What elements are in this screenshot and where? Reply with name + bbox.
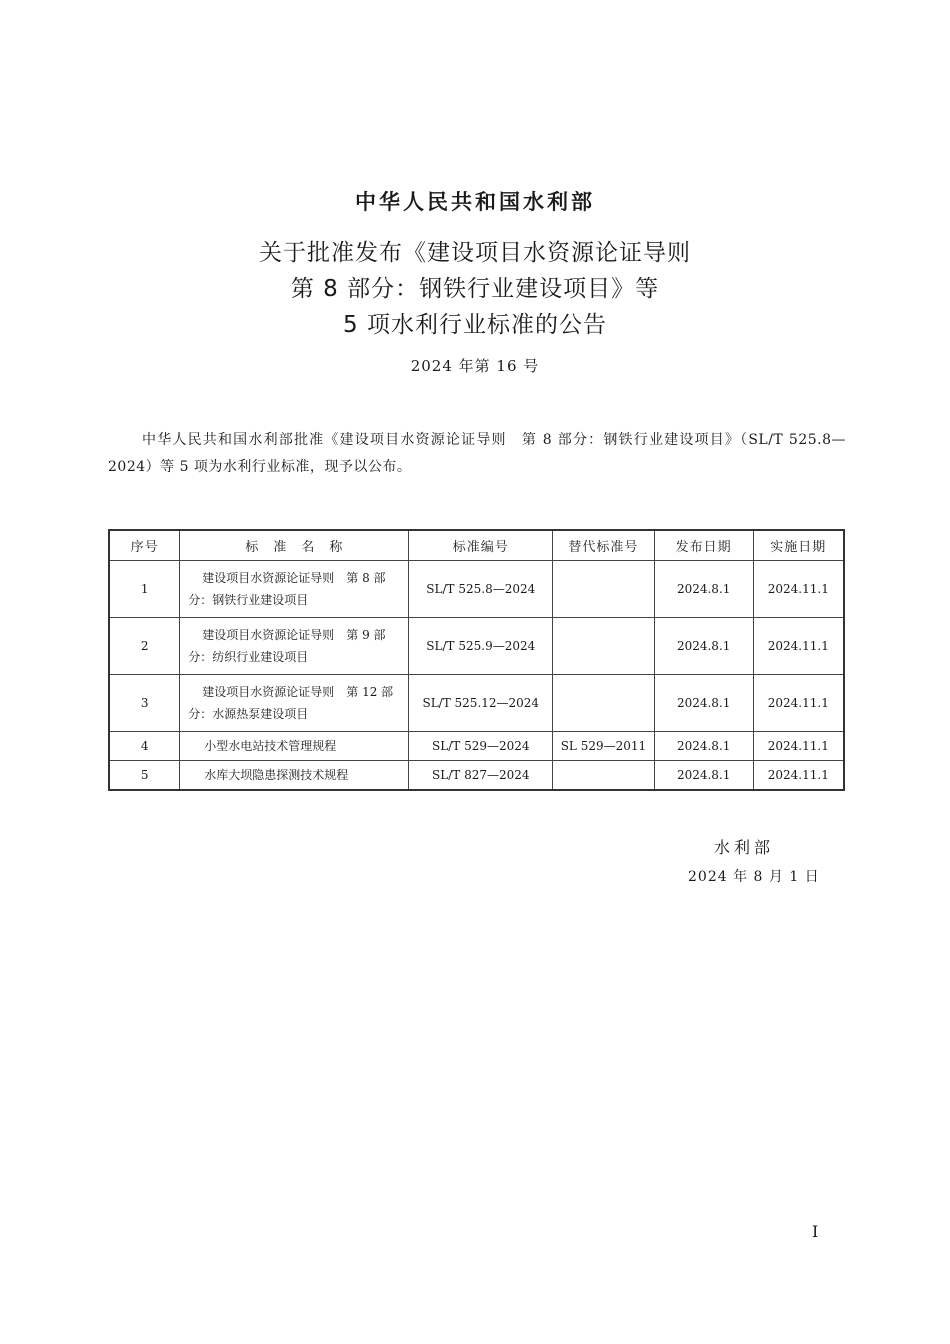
cell-publish-date: 2024.8.1 (654, 561, 753, 618)
cell-replaced (553, 561, 655, 618)
cell-replaced (553, 675, 655, 732)
cell-code: SL/T 529—2024 (409, 732, 553, 761)
table-header-row (109, 530, 844, 561)
header-publish-date: 发布日期 (654, 530, 753, 561)
cell-publish-date: 2024.8.1 (654, 732, 753, 761)
notice-title-line-3: 5 项水利行业标准的公告 (343, 312, 607, 338)
cell-replaced (553, 761, 655, 791)
signature-date: 2024 年 8 月 1 日 (688, 869, 820, 885)
cell-implement-date: 2024.11.1 (753, 761, 844, 791)
cell-name: 水库大坝隐患探测技术规程 (180, 761, 409, 791)
cell-publish-date: 2024.8.1 (654, 618, 753, 675)
cell-seq: 2 (109, 618, 180, 675)
header-code: 标准编号 (409, 530, 553, 561)
table-row (109, 675, 844, 732)
ministry-name: 中华人民共和国水利部 (355, 190, 595, 214)
cell-replaced: SL 529—2011 (553, 732, 655, 761)
cell-implement-date: 2024.11.1 (753, 732, 844, 761)
cell-replaced (553, 618, 655, 675)
cell-code: SL/T 525.8—2024 (409, 561, 553, 618)
standards-table (108, 529, 845, 791)
cell-code: SL/T 525.12—2024 (409, 675, 553, 732)
cell-name-text: 建设项目水资源论证导则 第 9 部分：纺织行业建设项目 (188, 628, 386, 664)
notice-title-line-2: 第 8 部分：钢铁行业建设项目》等 (290, 276, 660, 302)
header-name: 标 准 名 称 (180, 530, 409, 561)
cell-publish-date: 2024.8.1 (654, 675, 753, 732)
cell-code: SL/T 525.9—2024 (409, 618, 553, 675)
cell-publish-date: 2024.8.1 (654, 761, 753, 791)
cell-implement-date: 2024.11.1 (753, 618, 844, 675)
cell-name-text: 建设项目水资源论证导则 第 8 部分：钢铁行业建设项目 (188, 571, 386, 607)
cell-seq: 1 (109, 561, 180, 618)
notice-body-paragraph: 中华人民共和国水利部批准《建设项目水资源论证导则 第 8 部分：钢铁行业建设项目》（SL/T 525.8—2024）等 5 项为水利行业标准，现予以公布。 (108, 432, 846, 475)
header-implement-date: 实施日期 (753, 530, 844, 561)
table-row (109, 618, 844, 675)
cell-implement-date: 2024.11.1 (753, 561, 844, 618)
signature-organization: 水利部 (714, 838, 775, 857)
notice-title-line-1: 关于批准发布《建设项目水资源论证导则 (259, 240, 691, 266)
cell-seq: 5 (109, 761, 180, 791)
table-row (109, 732, 844, 761)
cell-seq: 3 (109, 675, 180, 732)
cell-name (180, 675, 409, 732)
cell-implement-date: 2024.11.1 (753, 675, 844, 732)
cell-seq: 4 (109, 732, 180, 761)
cell-name: 小型水电站技术管理规程 (180, 732, 409, 761)
header-seq: 序号 (109, 530, 180, 561)
header-replaced: 替代标准号 (553, 530, 655, 561)
cell-name-text: 建设项目水资源论证导则 第 12 部分：水源热泵建设项目 (188, 685, 394, 721)
document-number: 2024 年第 16 号 (410, 357, 540, 375)
table-row (109, 761, 844, 791)
table-row (109, 561, 844, 618)
cell-name (180, 561, 409, 618)
cell-code: SL/T 827—2024 (409, 761, 553, 791)
cell-name (180, 618, 409, 675)
page-number: I (812, 1222, 819, 1241)
